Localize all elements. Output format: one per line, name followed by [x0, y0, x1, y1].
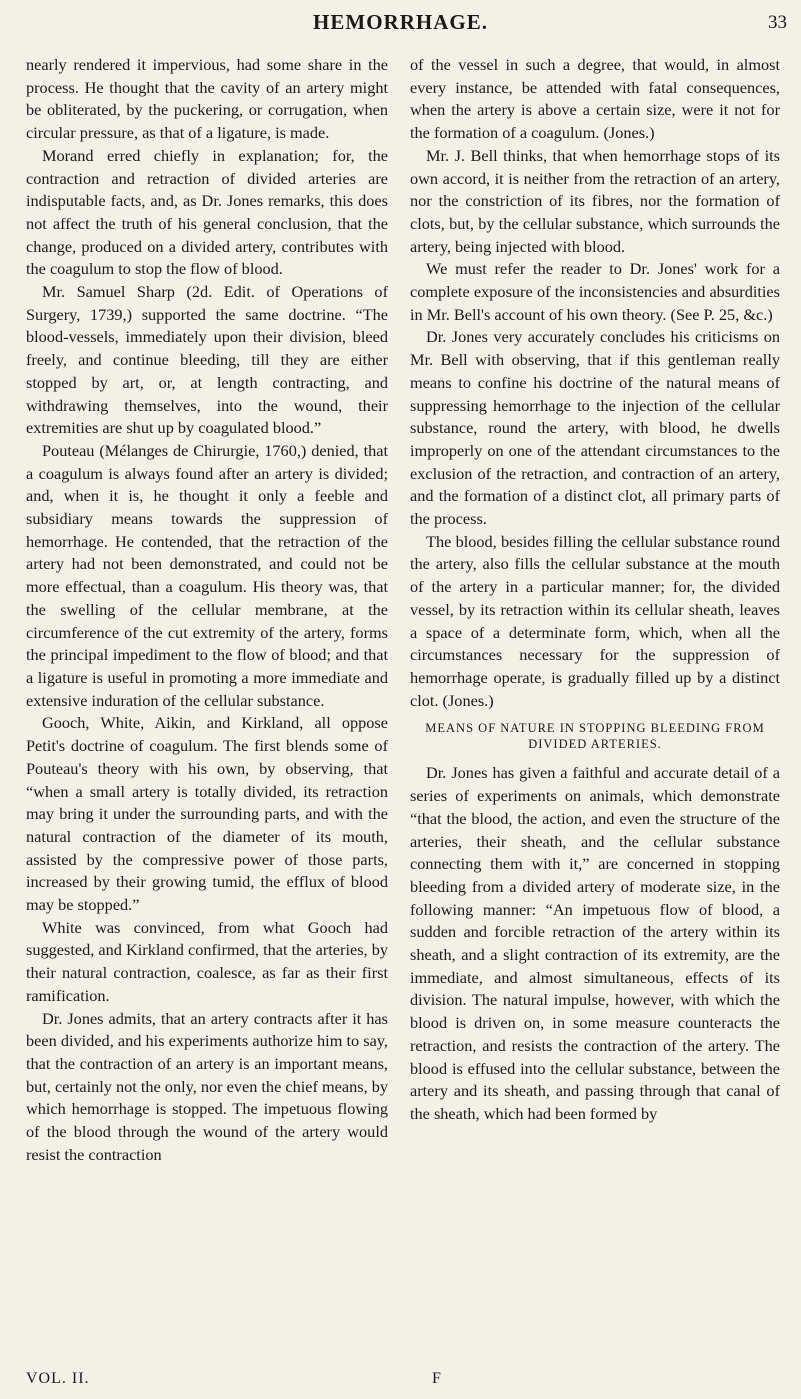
- volume-mark: VOL. II.: [26, 1370, 90, 1387]
- paragraph: nearly rendered it impervious, had some share in the process. He thought that the cavity of an artery might be obliterated, by the puckering, or corrugation, when circular pressure, as that of a ligature, is made.: [26, 55, 388, 143]
- running-title: HEMORRHAGE.: [313, 10, 488, 34]
- left-column: [26, 54, 388, 1166]
- page-footer: [18, 1370, 783, 1394]
- paragraph: Pouteau (Mélanges de Chirurgie, 1760,) denied, that a coagulum is always found after an artery is divided; and, when it is, he thought it only a feeble and subsidiary means towards the suppression of hemorrhage. He contended, that the retraction of the artery had not been demonstrated, and could not be more effectual, than a coagulum. His theory was, that the swelling of the cellular membrane, at the circumference of the cut extremity of the artery, forms the principal impediment to the flow of blood; and that a ligature is useful in promoting a more immediate and extensive induration of the cellular substance.: [26, 440, 388, 710]
- paragraph: We must refer the reader to Dr. Jones' work for a complete exposure of the inconsistencies and absurdities in Mr. Bell's account of his own theory. (See P. 25, &c.): [410, 259, 780, 324]
- right-column: [410, 54, 780, 1126]
- running-header: [0, 8, 801, 44]
- paragraph: Dr. Jones admits, that an artery contracts after it has been divided, and his experiments authorize him to say, that the contraction of an artery is an important means, but, certainly not the only, nor even the chief means, by which hemorrhage is stopped. The impetuous flowing of the blood through the wound of the artery would resist the contraction: [26, 1008, 388, 1164]
- paragraph: Gooch, White, Aikin, and Kirkland, all oppose Petit's doctrine of coagulum. The first blends some of Pouteau's theory with his own, by observing, that “when a small artery is totally divided, its retraction may bring it under the surrounding parts, and with the natural contraction of the diameter of its mouth, assisted by the compressive power of those parts, increased by their growing tumid, the efflux of blood may be stopped.”: [26, 713, 388, 915]
- paragraph: White was convinced, from what Gooch had suggested, and Kirkland confirmed, that the arteries, by their natural contraction, coalesce, as far as their first ramification.: [26, 917, 388, 1005]
- paragraph: of the vessel in such a degree, that would, in almost every instance, be attended with fatal consequences, when the artery is above a certain size, were it not for the formation of a coagulum. (Jones.): [410, 55, 780, 143]
- paragraph: Morand erred chiefly in explanation; for, the contraction and retraction of divided arteries are indisputable facts, and, as Dr. Jones remarks, this does not affect the truth of his general conclusion, that the change, produced on a divided artery, contributes with the coagulum to stop the flow of blood.: [26, 145, 388, 279]
- paragraph: Mr. Samuel Sharp (2d. Edit. of Operations of Surgery, 1739,) supported the same doctrine. “The blood-vessels, immediately upon their division, bleed freely, and continue bleeding, till they are either stopped by art, or, at length contracting, and withdrawing themselves, into the wound, their extremities are shut up by coagulated blood.”: [26, 282, 388, 438]
- paragraph: Dr. Jones has given a faithful and accurate detail of a series of experiments on animals, which demonstrate “that the blood, the action, and even the structure of the arteries, their sheath, and the cellular substance connecting them with it,” are concerned in stopping bleeding from a divided artery of moderate size, in the following manner: “An impetuous flow of blood, a sudden and forcible retraction of the artery within its sheath, and a slight contraction of its extremity, are the immediate, and almost simultaneous, effects of its division. The natural impulse, however, with which the blood is driven on, in some measure counteracts the retraction, and resists the contraction of the artery. The blood is effused into the cellular substance, between the artery and its sheath, and passing through that canal of the sheath, which had been formed by: [410, 763, 780, 1123]
- paragraph: Dr. Jones very accurately concludes his criticisms on Mr. Bell with observing, that if this gentleman really means to confine his doctrine of the natural means of suppressing hemorrhage to the injection of the cellular substance, round the artery, with blood, he dwells improperly on one of the attendant circumstances to the exclusion of the retraction, and contraction of an artery, and the formation of a distinct clot, all primary parts of the process.: [410, 327, 780, 529]
- paragraph: Mr. J. Bell thinks, that when hemorrhage stops of its own accord, it is neither from the retraction of an artery, nor the constriction of its fibres, nor the formation of clots, but, by the cellular substance, which surrounds the artery, being injected with blood.: [410, 145, 780, 256]
- page-number: 33: [768, 12, 787, 33]
- section-heading: MEANS OF NATURE IN STOPPING BLEEDING FROM DIVIDED ARTERIES.: [425, 721, 765, 752]
- paragraph: The blood, besides filling the cellular substance round the artery, also fills the cellular substance at the mouth of the artery in a particular manner; for, the divided vessel, by its retraction within its cellular sheath, leaves a space of a determinate form, which, when all the circumstances necessary for the suppression of hemorrhage operate, is gradually filled up by a distinct clot. (Jones.): [410, 531, 780, 710]
- signature-mark: F: [432, 1370, 441, 1387]
